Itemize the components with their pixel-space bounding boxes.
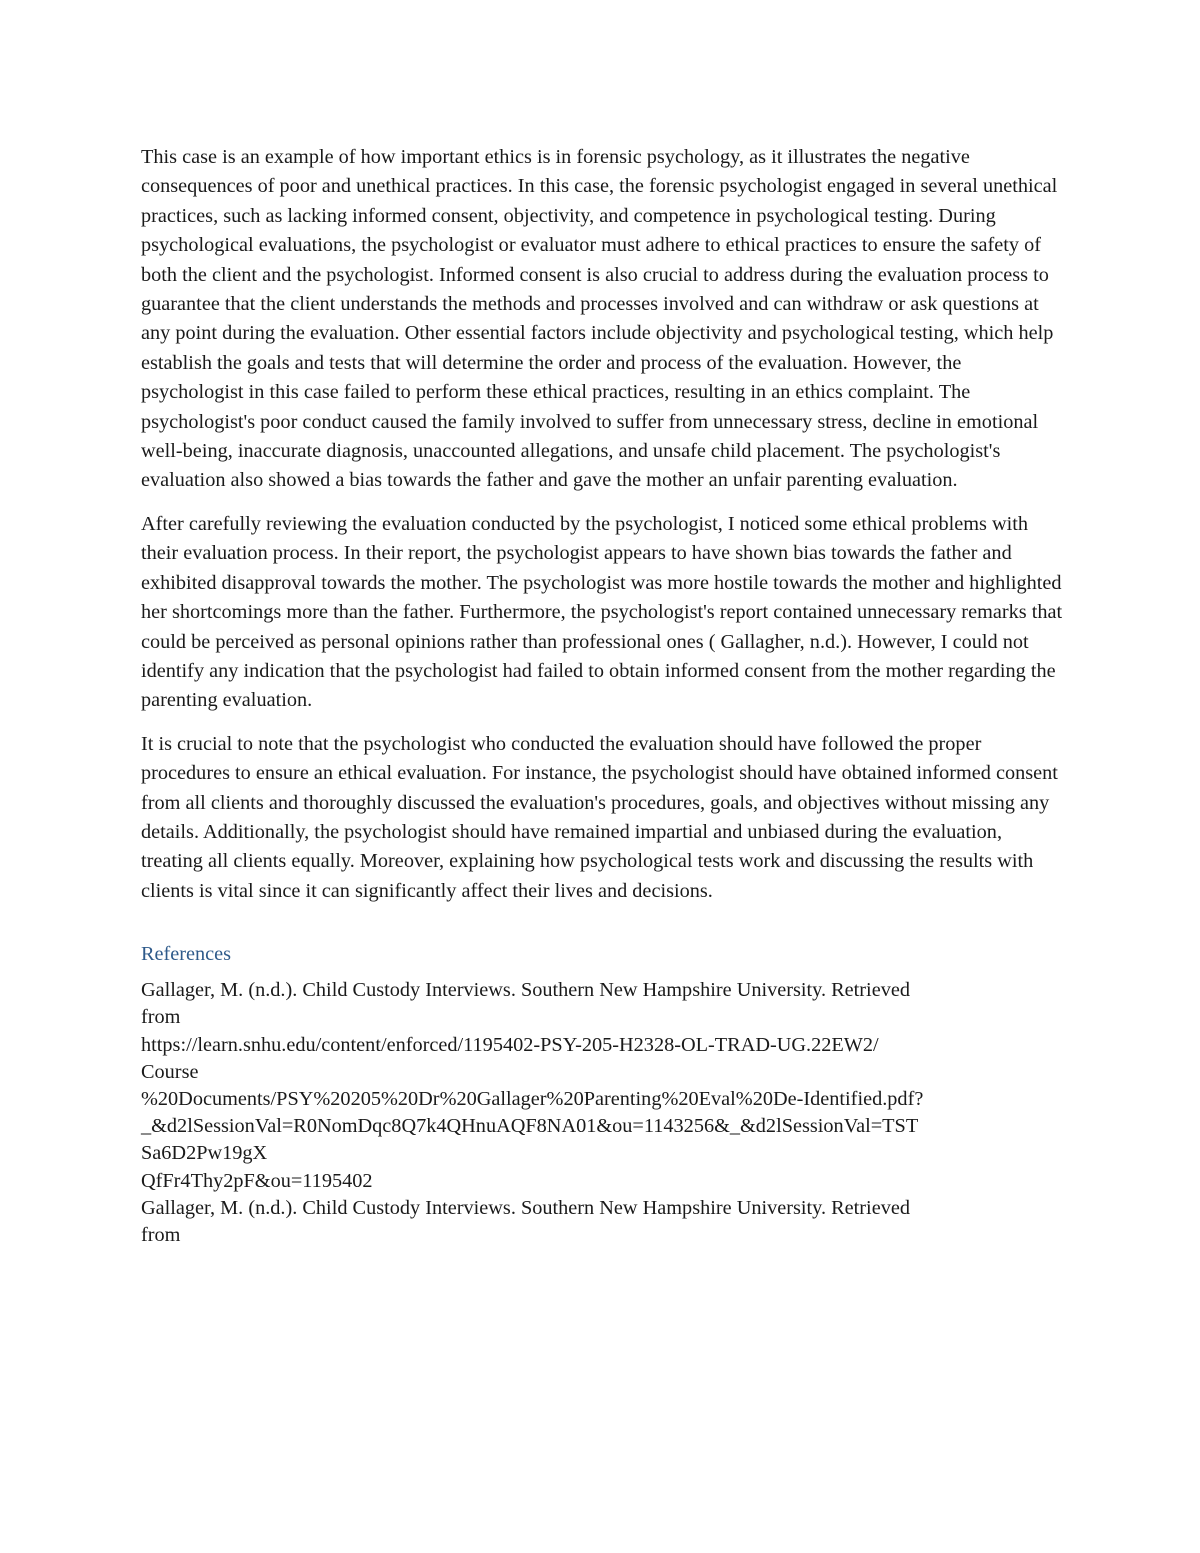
reference-line: from [141,1223,181,1246]
body-paragraph-2: After carefully reviewing the evaluation conducted by the psychologist, I noticed some ethical problems with their evaluation process. In their report, the psychologist appears to have shown bias towards the father and exhibited disapproval towards the mother. The psychologist was more hostile towards the mother and highlighted her shortcomings more than the father. Furthermore, the psychologist's report contained unnecessary remarks that could be perceived as personal opinions rather than professional ones ( Gallagher, n.d.). However, I could not identify any indication that the psychologist had failed to obtain informed consent from the mother regarding the parenting evaluation. [141,512,1063,712]
reference-line: from [141,1006,181,1029]
reference-url-line: _&d2lSessionVal=R0NomDqc8Q7k4QHnuAQF8NA01&ou=1143256&_&d2lSessionVal=TST [141,1115,919,1138]
body-paragraph-1: This case is an example of how important ethics is in forensic psychology, as it illustrates the negative consequences of poor and unethical practices. In this case, the forensic psychologist engaged in several unethical practices, such as lacking informed consent, objectivity, and competence in psychological testing. During psychological evaluations, the psychologist or evaluator must adhere to ethical practices to ensure the safety of both the client and the psychologist. Informed consent is also crucial to address during the evaluation process to guarantee that the client understands the methods and processes involved and can withdraw or ask questions at any point during the evaluation. Other essential factors include objectivity and psychological testing, which help establish the goals and tests that will determine the order and process of the evaluation. However, the psychologist in this case failed to perform these ethical practices, resulting in an ethics complaint. The psychologist's poor conduct caused the family involved to suffer from unnecessary stress, decline in emotional well-being, inaccurate diagnosis, unaccounted allegations, and unsafe child placement. The psychologist's evaluation also showed a bias towards the father and gave the mother an unfair parenting evaluation. [141,146,1058,492]
reference-url-line: QfFr4Thy2pF&ou=1195402 [141,1169,373,1192]
references-heading: References [141,943,232,966]
reference-url-line: Course [141,1060,199,1083]
document-page [141,143,1066,1249]
references-list [141,977,1066,1249]
reference-url-line: Sa6D2Pw19gX [141,1142,268,1165]
reference-line: Gallager, M. (n.d.). Child Custody Interviews. Southern New Hampshire University. Retrieved [141,1196,910,1219]
body-paragraph-3: It is crucial to note that the psychologist who conducted the evaluation should have followed the proper procedures to ensure an ethical evaluation. For instance, the psychologist should have obtained informed consent from all clients and thoroughly discussed the evaluation's procedures, goals, and objectives without missing any details. Additionally, the psychologist should have remained impartial and unbiased during the evaluation, treating all clients equally. Moreover, explaining how psychological tests work and discussing the results with clients is vital since it can significantly affect their lives and decisions. [141,732,1058,902]
reference-url-line: https://learn.snhu.edu/content/enforced/1195402-PSY-205-H2328-OL-TRAD-UG.22EW2/ [141,1033,879,1056]
reference-line: Gallager, M. (n.d.). Child Custody Interviews. Southern New Hampshire University. Retrieved [141,979,910,1002]
reference-url-line: %20Documents/PSY%20205%20Dr%20Gallager%20Parenting%20Eval%20De-Identified.pdf? [141,1087,924,1110]
